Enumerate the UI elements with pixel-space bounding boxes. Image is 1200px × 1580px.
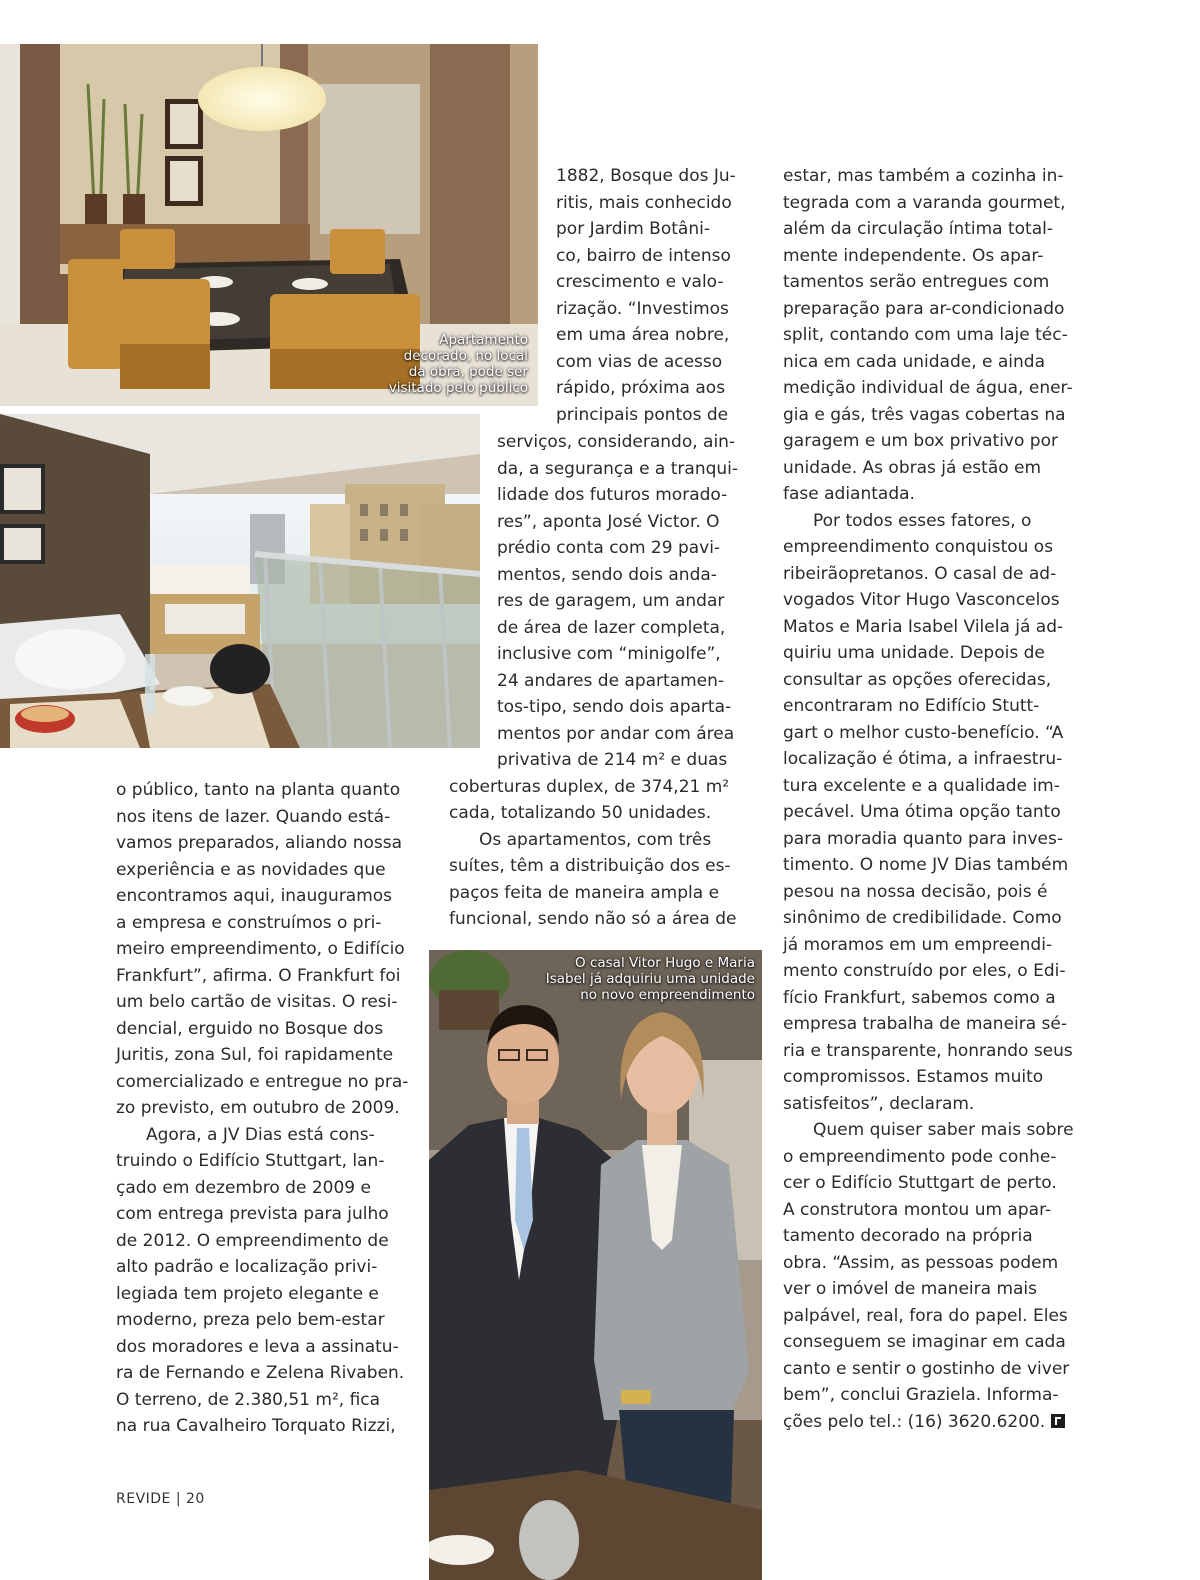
text-line: compromissos. Estamos muito [783, 1067, 1044, 1087]
text-line: Juritis, zona Sul, foi rapidamente [116, 1045, 394, 1065]
couple-photo [429, 950, 762, 1580]
text-line: rápido, próxima aos [556, 378, 726, 398]
balcony-illustration [0, 414, 480, 748]
text-line: tamento decorado na própria [783, 1226, 1033, 1246]
text-line: mente independente. Os apar- [783, 245, 1044, 266]
text-line: privativa de 214 m² e duas [497, 750, 728, 770]
text-line: inclusive com “minigolfe”, [497, 644, 721, 664]
text-line: em uma área nobre, [556, 325, 730, 345]
text-line: cer o Edifício Stuttgart de perto. [783, 1173, 1057, 1193]
text-line: nos itens de lazer. Quando está- [116, 806, 391, 827]
text-line: mentos por andar com área [497, 723, 735, 744]
text-line: vamos preparados, aliando nossa [116, 833, 402, 853]
caption-line: Isabel já adquiriu uma unidade [545, 971, 755, 987]
text-line: de área de lazer completa, [497, 617, 726, 638]
text-line: sinônimo de credibilidade. Como [783, 908, 1062, 928]
end-of-article-icon [1051, 1414, 1065, 1428]
text-line: suítes, têm a distribuição dos es- [449, 856, 731, 876]
text-line: na rua Cavalheiro Torquato Rizzi, [116, 1416, 396, 1436]
text-line: estar, mas também a cozinha in- [783, 166, 1064, 186]
text-line: empresa trabalha de maneira sé- [783, 1014, 1068, 1034]
caption-line: da obra, pode ser [408, 364, 528, 380]
text-line: medição individual de água, ener- [783, 378, 1073, 398]
caption-line: decorado, no local [403, 348, 528, 364]
text-line: já moramos em um empreendi- [783, 934, 1053, 955]
text-line: Quem quiser saber mais sobre [813, 1120, 1074, 1140]
text-line: moderno, preza pelo bem-estar [116, 1310, 385, 1330]
couple-illustration [429, 950, 762, 1580]
text-line: Agora, a JV Dias está cons- [146, 1124, 375, 1145]
text-line: funcional, sendo não só a área de [449, 909, 737, 929]
text-line: tegrada com a varanda gourmet, [783, 192, 1066, 213]
text-line: co, bairro de intenso [556, 245, 731, 266]
text-line: quiriu uma unidade. Depois de [783, 643, 1045, 663]
text-line: ções pelo tel.: (16) 3620.6200. [783, 1411, 1046, 1432]
text-line: split, contando com uma laje téc- [783, 325, 1068, 345]
text-line: rização. “Investimos [556, 298, 729, 319]
text-line: bem”, conclui Graziela. Informa- [783, 1385, 1059, 1405]
text-line: empreendimento conquistou os [783, 537, 1054, 557]
text-line: prédio conta com 29 pavi- [497, 538, 721, 558]
text-line: encontramos aqui, inauguramos [116, 886, 393, 906]
text-line: nica em cada unidade, e ainda [783, 351, 1045, 372]
page-folio: REVIDE | 20 [116, 1491, 205, 1507]
text-line: Frankfurt”, afirma. O Frankfurt foi [116, 965, 401, 986]
text-line: Matos e Maria Isabel Vilela já ad- [783, 616, 1064, 637]
text-line: 24 andares de apartamen- [497, 670, 725, 691]
text-column-3 [783, 163, 1075, 1435]
text-line: res”, aponta José Victor. O [497, 511, 720, 532]
dining-photo-caption [308, 332, 528, 396]
text-line: com entrega prevista para julho [116, 1204, 389, 1224]
text-line: fase adiantada. [783, 484, 915, 504]
text-line: zo previsto, em outubro de 2009. [116, 1098, 400, 1118]
text-line: dos moradores e leva a assinatu- [116, 1336, 399, 1357]
text-line: ria e transparente, honrando seus [783, 1040, 1073, 1061]
text-line: lidade dos futuros morado- [497, 485, 728, 505]
text-line: de 2012. O empreendimento de [116, 1230, 389, 1251]
text-line: comercializado e entregue no pra- [116, 1071, 409, 1092]
text-line: tamentos serão entregues com [783, 272, 1050, 292]
text-column-2 [449, 429, 742, 933]
text-line: dencial, erguido no Bosque dos [116, 1018, 384, 1039]
text-line: garagem e um box privativo por [783, 431, 1058, 451]
text-line: alto padrão e localização privi- [116, 1257, 378, 1277]
text-line: ribeirãopretanos. O casal de ad- [783, 563, 1057, 584]
text-line: mentos, sendo dois anda- [497, 564, 717, 585]
text-line: por Jardim Botâni- [556, 219, 710, 239]
text-line: fício Frankfurt, sabemos como a [783, 987, 1056, 1008]
text-line: da, a segurança e a tranqui- [497, 458, 739, 479]
text-line: mento construído por eles, o Edi- [783, 961, 1066, 981]
text-column-1-bottom [116, 777, 409, 1440]
text-line: experiência e as novidades que [116, 859, 386, 880]
text-line: tos-tipo, sendo dois aparta- [497, 697, 732, 717]
text-line: palpável, real, fora do papel. Eles [783, 1305, 1068, 1326]
text-line: truindo o Edifício Stuttgart, lan- [116, 1151, 385, 1171]
text-line: legiada tem projeto elegante e [116, 1283, 379, 1304]
text-line: além da circulação íntima total- [783, 219, 1053, 239]
text-line: o empreendimento pode conhe- [783, 1146, 1057, 1167]
caption-line: O casal Vitor Hugo e Maria [575, 955, 755, 971]
text-line: consultar as opções oferecidas, [783, 669, 1052, 690]
text-line: coberturas duplex, de 374,21 m² [449, 776, 730, 797]
text-line: timento. O nome JV Dias também [783, 855, 1069, 875]
text-line: O terreno, de 2.380,51 m², fica [116, 1389, 381, 1410]
text-line: paços feita de maneira ampla e [449, 882, 720, 903]
text-line: localização é ótima, a infraestru- [783, 749, 1063, 769]
text-line: pecável. Uma ótima opção tanto [783, 802, 1061, 822]
text-line: canto e sentir o gostinho de viver [783, 1358, 1070, 1379]
caption-line: Apartamento [439, 332, 528, 348]
couple-photo-caption [470, 955, 755, 1003]
text-line: crescimento e valo- [556, 272, 724, 292]
text-line: vogados Vitor Hugo Vasconcelos [783, 590, 1060, 610]
text-line: ver o imóvel de maneira mais [783, 1279, 1038, 1299]
caption-line: visitado pelo público [388, 380, 528, 396]
text-line: o público, tanto na planta quanto [116, 780, 401, 800]
text-line: 1882, Bosque dos Ju- [556, 166, 736, 186]
text-line: pesou na nossa decisão, pois é [783, 881, 1048, 902]
text-line: cada, totalizando 50 unidades. [449, 803, 712, 823]
text-line-final [783, 1409, 1075, 1436]
text-line: ritis, mais conhecido [556, 192, 732, 213]
text-line: obra. “Assim, as pessoas podem [783, 1252, 1059, 1273]
caption-line: no novo empreendimento [580, 987, 755, 1003]
text-line: meiro empreendimento, o Edifício [116, 939, 405, 959]
text-line: gia e gás, três vagas cobertas na [783, 404, 1066, 425]
text-line: satisfeitos”, declaram. [783, 1093, 975, 1114]
text-line: Por todos esses fatores, o [813, 510, 1032, 531]
text-line: çado em dezembro de 2009 e [116, 1177, 371, 1198]
text-line: Os apartamentos, com três [479, 829, 712, 850]
text-line: principais pontos de [556, 404, 729, 425]
text-line: ra de Fernando e Zelena Rivaben. [116, 1363, 405, 1383]
text-line: a empresa e construímos o pri- [116, 912, 382, 933]
text-column-1-top [556, 163, 742, 428]
text-line: um belo cartão de visitas. O resi- [116, 992, 398, 1012]
text-line: A construtora montou um apar- [783, 1199, 1052, 1220]
text-line: res de garagem, um andar [497, 591, 725, 611]
text-line: tura excelente e a qualidade im- [783, 775, 1060, 796]
balcony-photo [0, 414, 480, 748]
text-line: com vias de acesso [556, 351, 723, 372]
text-line: gart o melhor custo-benefício. “A [783, 722, 1064, 743]
text-line: serviços, considerando, ain- [497, 432, 736, 452]
text-line: preparação para ar-condicionado [783, 298, 1065, 319]
text-line: encontraram no Edifício Stutt- [783, 696, 1040, 716]
text-line: para moradia quanto para inves- [783, 828, 1063, 849]
text-line: conseguem se imaginar em cada [783, 1332, 1066, 1352]
text-line: unidade. As obras já estão em [783, 457, 1042, 478]
